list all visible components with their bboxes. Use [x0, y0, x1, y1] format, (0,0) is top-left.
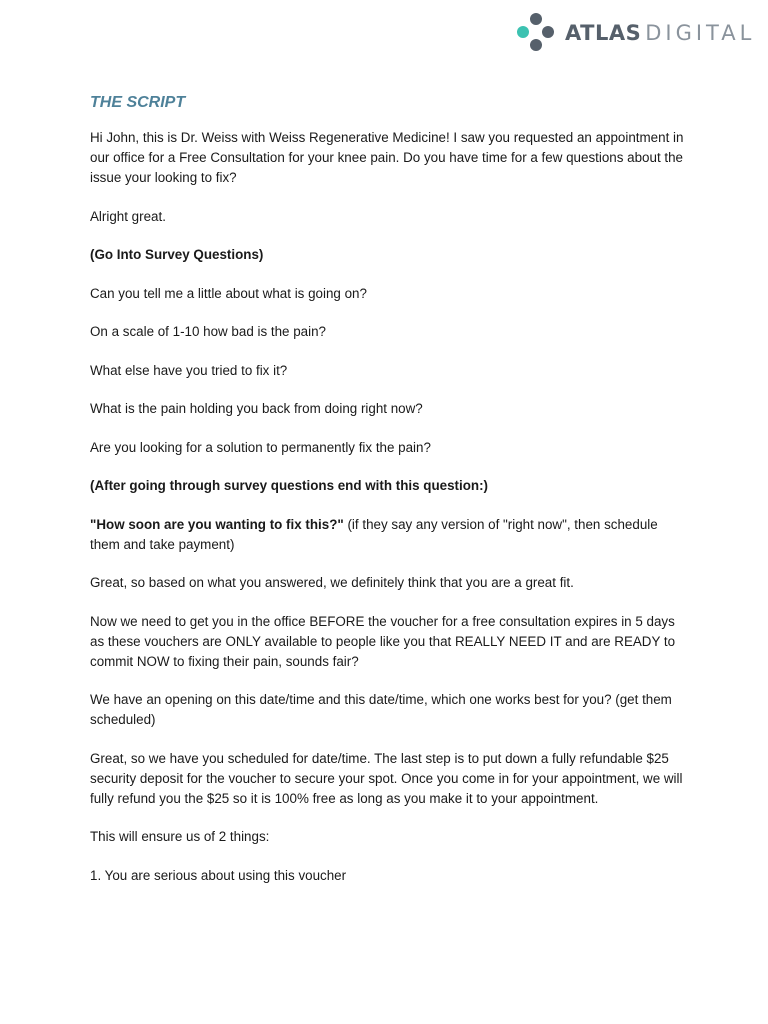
- list-item: 1. You are serious about using this voucher: [90, 867, 347, 883]
- paragraph: Great, so based on what you answered, we definitely think that you are a great fit.: [90, 575, 574, 590]
- logo-dots-icon: [517, 12, 557, 52]
- survey-question: Are you looking for a solution to permanently fix the pain?: [90, 439, 431, 455]
- closing-question-paragraph: [90, 515, 690, 555]
- survey-question: What else have you tried to fix it?: [90, 362, 288, 378]
- paragraph: This will ensure us of 2 things:: [90, 829, 270, 844]
- intro-paragraph: Hi John, this is Dr. Weiss with Weiss Regenerative Medicine! I saw you requested an appointment in our office for a Free Consultation for your knee pain. Do you have time for a few questions about the issue your looking to fix?: [90, 130, 684, 185]
- closing-question: "How soon are you wanting to fix this?": [90, 516, 344, 532]
- closing-question-note: (if they say any version of "right now", then schedule them and take payment): [90, 516, 658, 552]
- logo-wordmark: ATLAS DIGITAL: [565, 21, 756, 45]
- paragraph: We have an opening on this date/time and this date/time, which one works best for you? (get them scheduled): [90, 692, 672, 727]
- document-body: [90, 92, 690, 904]
- survey-question: Can you tell me a little about what is going on?: [90, 285, 367, 301]
- atlas-digital-logo: [517, 12, 757, 56]
- survey-question: On a scale of 1-10 how bad is the pain?: [90, 324, 326, 339]
- paragraph: Great, so we have you scheduled for date/time. The last step is to put down a fully refundable $25 security deposit for the voucher to secure your spot. Once you come in for your appointment, we will fully refund you the $25 so it is 100% free as long as you make it to your appointment.: [90, 750, 683, 806]
- paragraph: Alright great.: [90, 208, 166, 224]
- survey-question: What is the pain holding you back from doing right now?: [90, 401, 423, 416]
- paragraph: Now we need to get you in the office BEFORE the voucher for a free consultation expires in 5 days as these vouchers are ONLY available to people like you that REALLY NEED IT and are READY to commit NOW to fixing their pain, sounds fair?: [90, 613, 676, 669]
- section-instruction: (After going through survey questions end with this question:): [90, 478, 488, 493]
- page-title: THE SCRIPT: [90, 94, 186, 111]
- section-instruction: (Go Into Survey Questions): [90, 247, 264, 262]
